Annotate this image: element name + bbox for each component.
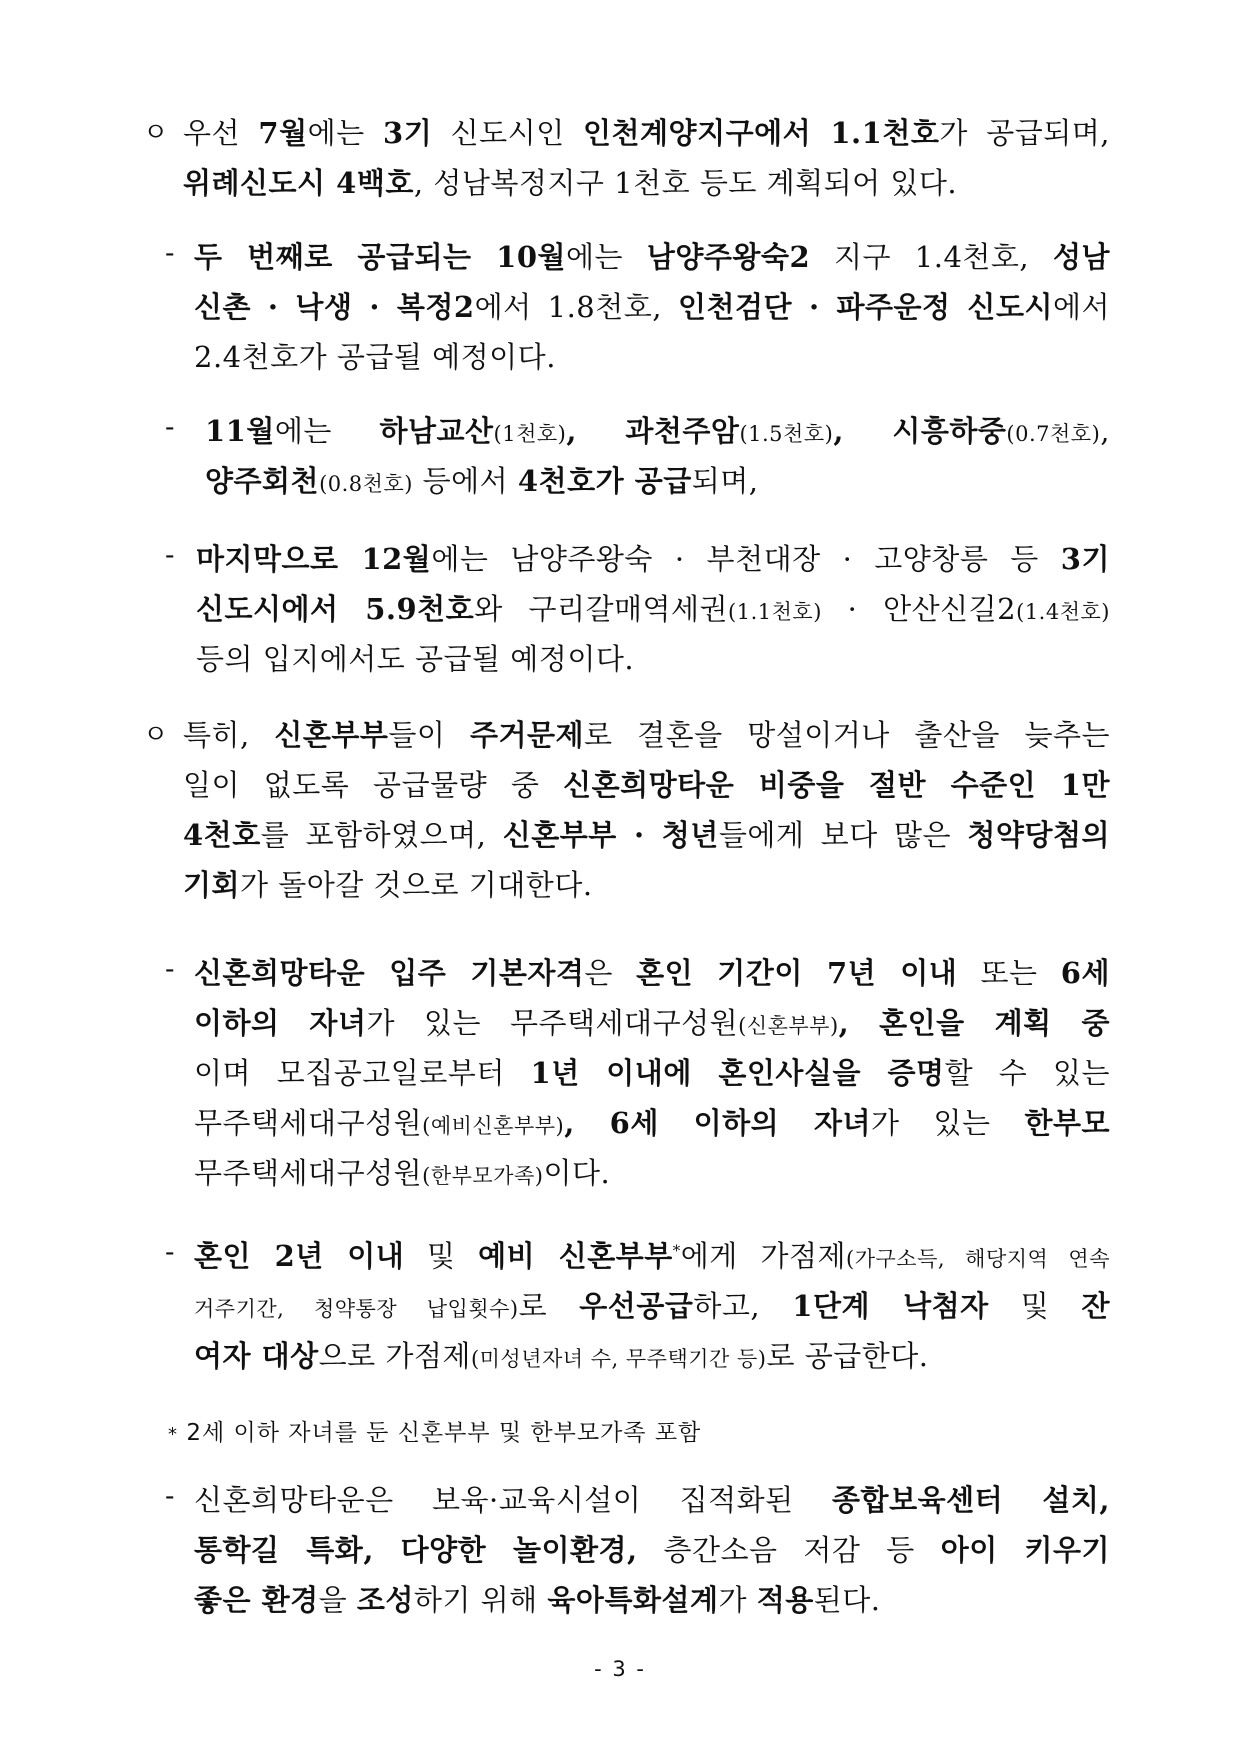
paragraph-childcare-design xyxy=(194,1475,1110,1625)
paragraph-newlywed-share xyxy=(183,710,1110,910)
dash-bullet: - xyxy=(165,236,175,269)
text-line: 신혼희망타운은 보육·교육시설이 집적화된 종합보육센터 설치, xyxy=(194,1483,1110,1517)
text-line: 혼인 2년 이내 및 예비 신혼부부*에게 가점제(가구소득, 해당지역 연속 xyxy=(194,1239,1110,1273)
dash-bullet: - xyxy=(165,1479,175,1512)
footnote xyxy=(168,1414,701,1447)
text-line: 신도시에서 5.9천호와 구리갈매역세권(1.1천호) · 안산신길2(1.4천호) xyxy=(196,592,1110,626)
paragraph-point-system xyxy=(194,1231,1110,1381)
text-line: 11월에는 하남교산(1천호), 과천주암(1.5천호), 시흥하중(0.7천호), xyxy=(205,414,1110,448)
text-line: 신촌 · 낙생 · 복정2에서 1.8천호, 인천검단 · 파주운정 신도시에서 xyxy=(194,290,1110,324)
paragraph-december-supply xyxy=(196,534,1110,684)
circle-bullet: ㅇ xyxy=(143,118,169,148)
dash-bullet: - xyxy=(165,538,175,571)
text-line: 양주회천(0.8천호) 등에서 4천호가 공급되며, xyxy=(205,464,759,498)
text-line: 거주기간, 청약통장 납입횟수)로 우선공급하고, 1단계 낙첨자 및 잔 xyxy=(194,1289,1111,1323)
footnote-text: 2세 이하 자녀를 둔 신혼부부 및 한부모가족 포함 xyxy=(186,1420,702,1446)
paragraph-november-supply xyxy=(205,406,1110,506)
page-number: - 3 - xyxy=(594,1657,646,1681)
text-line: 무주택세대구성원(한부모가족)이다. xyxy=(194,1156,611,1190)
text-line: 2.4천호가 공급될 예정이다. xyxy=(194,340,556,374)
footnote-star: * xyxy=(168,1424,178,1445)
paragraph-october-supply xyxy=(194,232,1110,382)
text-line: 등의 입지에서도 공급될 예정이다. xyxy=(196,642,635,676)
dash-bullet: - xyxy=(165,1235,175,1268)
text-line: 기회가 돌아갈 것으로 기대한다. xyxy=(183,868,593,902)
circle-bullet: ㅇ xyxy=(143,720,169,750)
text-line: 좋은 환경을 조성하기 위해 육아특화설계가 적용된다. xyxy=(194,1583,881,1617)
text-line: 4천호를 포함하였으며, 신혼부부 · 청년들에게 보다 많은 청약당첨의 xyxy=(183,818,1110,852)
text-line: 특히, 신혼부부들이 주거문제로 결혼을 망설이거나 출산을 늦추는 xyxy=(183,718,1110,752)
text-line: 우선 7월에는 3기 신도시인 인천계양지구에서 1.1천호가 공급되며, xyxy=(183,116,1111,150)
dash-bullet: - xyxy=(165,410,175,443)
dash-bullet: - xyxy=(165,952,175,985)
text-line: 위례신도시 4백호, 성남복정지구 1천호 등도 계획되어 있다. xyxy=(183,166,958,200)
text-line: 이며 모집공고일로부터 1년 이내에 혼인사실을 증명할 수 있는 xyxy=(194,1056,1111,1090)
text-line: 이하의 자녀가 있는 무주택세대구성원(신혼부부), 혼인을 계획 중 xyxy=(194,1006,1110,1040)
text-line: 마지막으로 12월에는 남양주왕숙 · 부천대장 · 고양창릉 등 3기 xyxy=(196,542,1110,576)
text-line: 무주택세대구성원(예비신혼부부), 6세 이하의 자녀가 있는 한부모 xyxy=(194,1106,1110,1140)
text-line: 통학길 특화, 다양한 놀이환경, 층간소음 저감 등 아이 키우기 xyxy=(194,1533,1111,1567)
text-line: 일이 없도록 공급물량 중 신혼희망타운 비중을 절반 수준인 1만 xyxy=(183,768,1111,802)
paragraph-eligibility xyxy=(194,948,1110,1198)
text-line: 신혼희망타운 입주 기본자격은 혼인 기간이 7년 이내 또는 6세 xyxy=(194,956,1110,990)
text-line: 두 번째로 공급되는 10월에는 남양주왕숙2 지구 1.4천호, 성남 xyxy=(194,240,1110,274)
paragraph-july-supply xyxy=(183,108,1110,208)
text-line: 여자 대상으로 가점제(미성년자녀 수, 무주택기간 등)로 공급한다. xyxy=(194,1339,929,1373)
